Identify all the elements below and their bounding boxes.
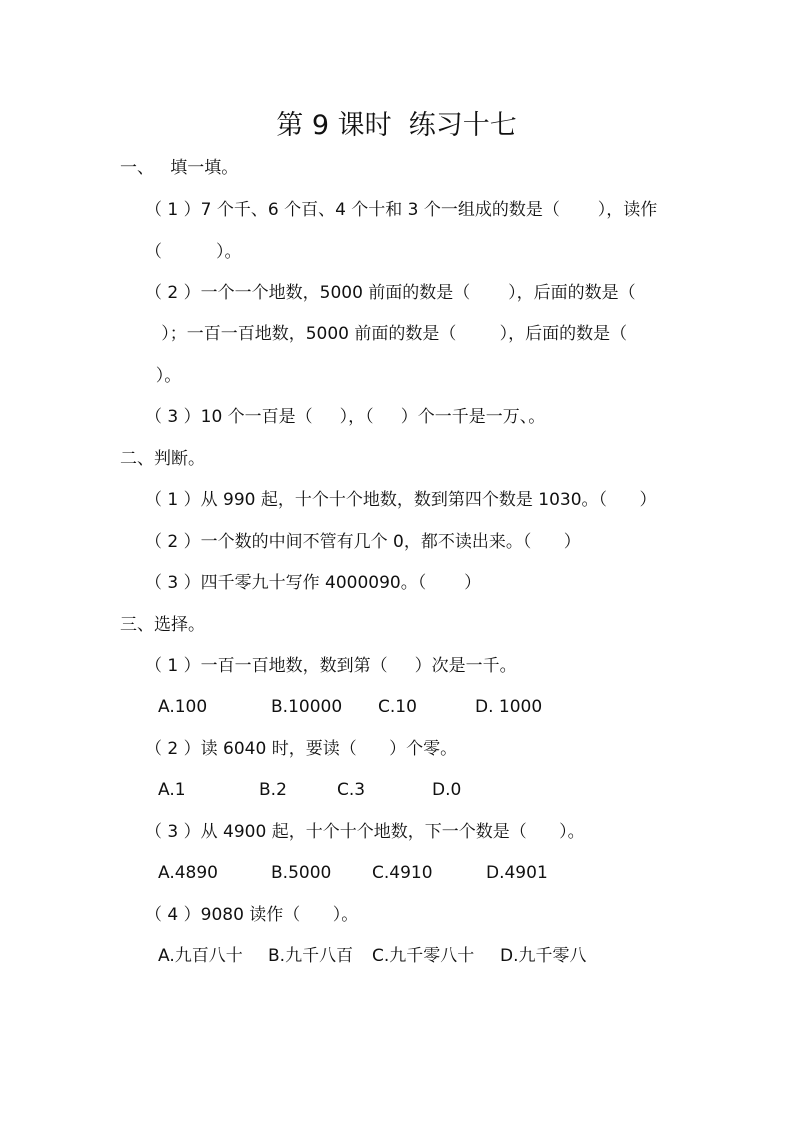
question-line: （ 2 ）读 6040 时，要读（ ）个零。 [145, 739, 458, 759]
choice-option: A.4890 [158, 863, 218, 883]
question-line: （ 1 ）7 个千、6 个百、4 个十和 3 个一组成的数是（ ），读作 [145, 200, 658, 220]
question-line: ）。 [145, 366, 182, 386]
choice-option: B.2 [259, 780, 287, 800]
choice-option: B.九千八百 [268, 946, 354, 966]
page-title: 第 9 课时 练习十七 [276, 110, 517, 141]
question-line: （ 3 ）从 4900 起，十个十个地数，下一个数是（ ）。 [145, 822, 585, 842]
choice-option: D.4901 [486, 863, 548, 883]
choice-option: D.0 [432, 780, 462, 800]
question-line: （ 4 ）9080 读作（ ）。 [145, 905, 359, 925]
choice-option: A.1 [158, 780, 186, 800]
choice-option: B.10000 [271, 697, 343, 717]
question-line: （ 3 ）10 个一百是（ ），（ ）个一千是一万、。 [145, 407, 546, 427]
question-line: （ ）。 [145, 242, 242, 262]
section-heading-multiple-choice: 三、选择。 [120, 615, 205, 635]
choice-option: A.九百八十 [158, 946, 243, 966]
choice-option: C.九千零八十 [372, 946, 475, 966]
choice-option: A.100 [158, 697, 208, 717]
section-heading-true-false: 二、判断。 [120, 449, 205, 469]
question-line: （ 3 ）四千零九十写作 4000090。（ ） [145, 573, 482, 593]
choice-option: C.3 [337, 780, 366, 800]
question-line: （ 2 ）一个数的中间不管有几个 0，都不读出来。（ ） [145, 532, 581, 552]
section-heading-fill-in: 一、 填一填。 [120, 158, 239, 178]
question-line: （ 1 ）一百一百地数，数到第（ ）次是一千。 [145, 656, 517, 676]
choice-option: B.5000 [271, 863, 332, 883]
question-line: （ 2 ）一个一个地数，5000 前面的数是（ ），后面的数是（ [145, 283, 636, 303]
choice-option: C.10 [378, 697, 417, 717]
choice-option: C.4910 [372, 863, 433, 883]
question-line: （ 1 ）从 990 起，十个十个地数，数到第四个数是 1030。（ ） [145, 490, 657, 510]
question-line: ）；一百一百地数，5000 前面的数是（ ），后面的数是（ [145, 324, 628, 344]
choice-option: D.九千零八 [500, 946, 587, 966]
choice-option: D. 1000 [475, 697, 543, 717]
